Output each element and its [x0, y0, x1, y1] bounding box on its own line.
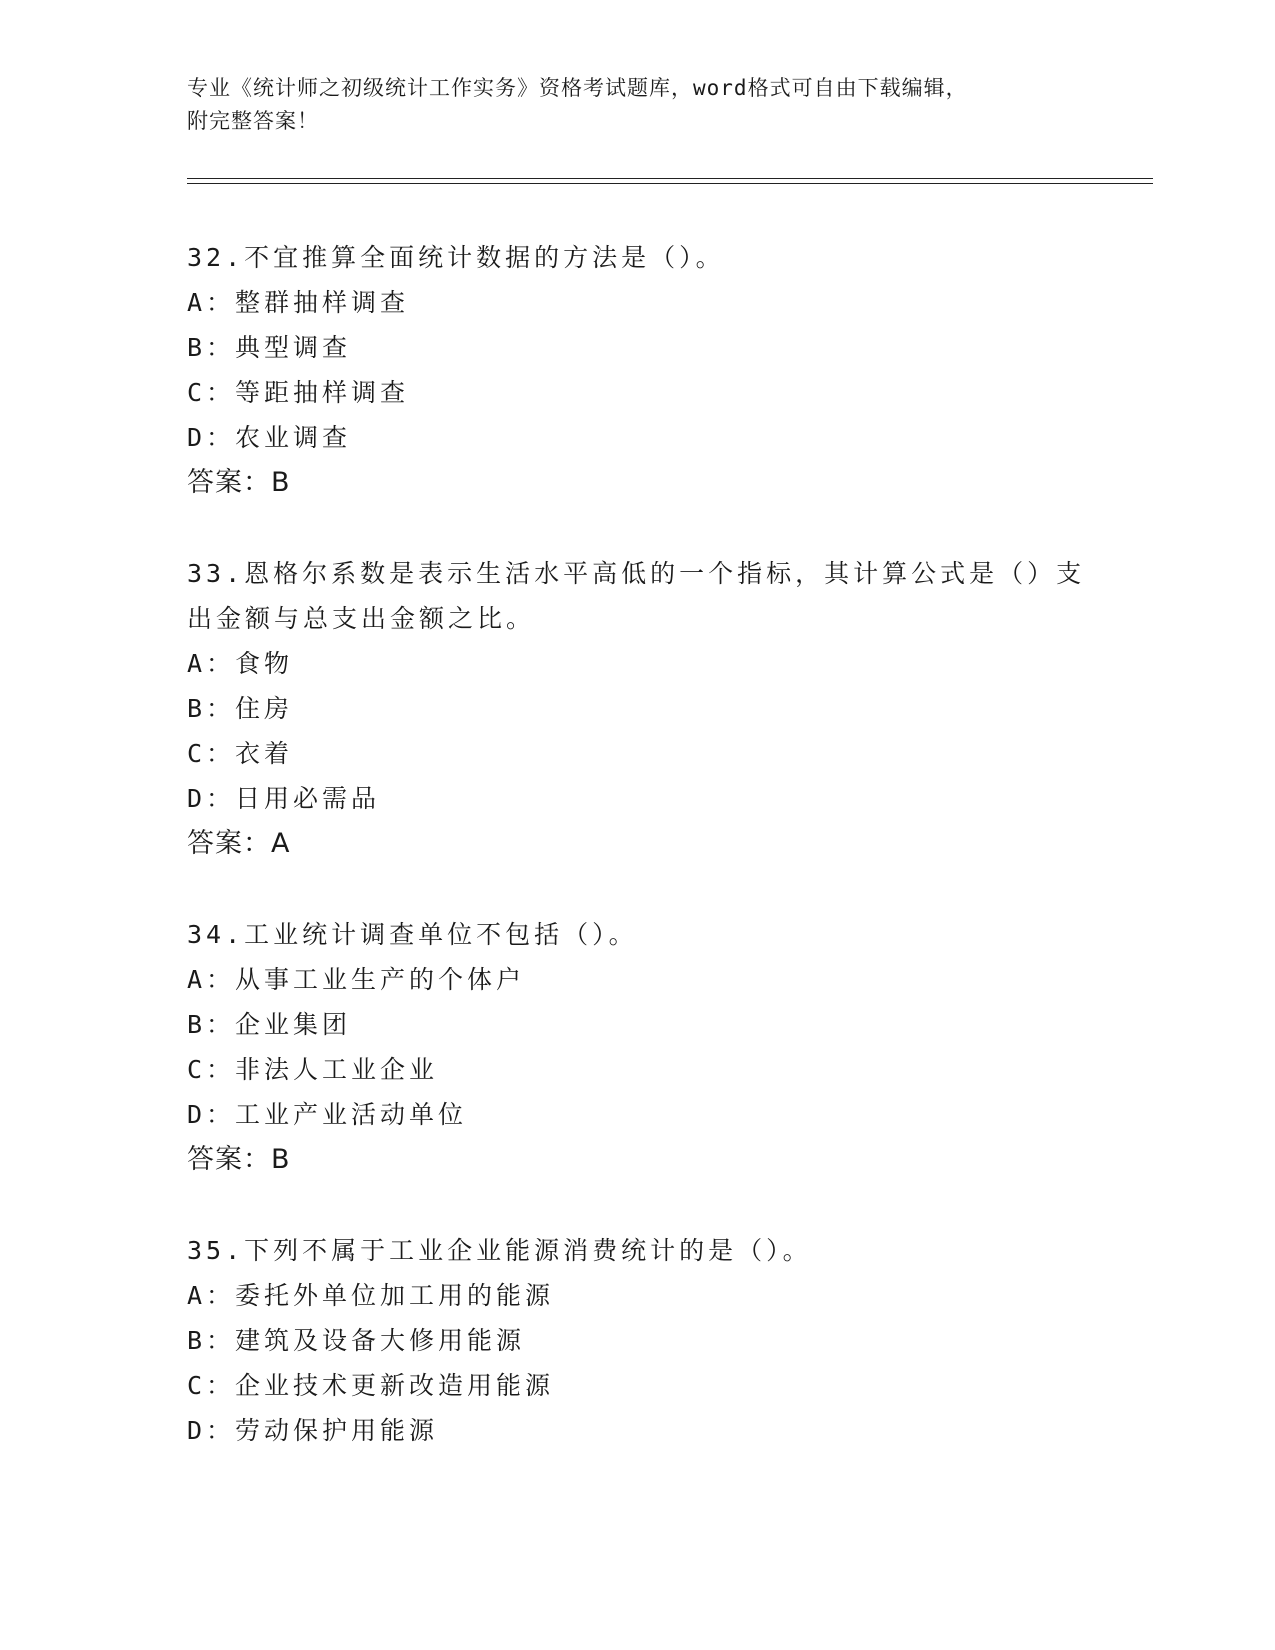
option-c: C：衣着 — [187, 739, 294, 768]
option-c: C：企业技术更新改造用能源 — [187, 1371, 555, 1400]
option-d: D：日用必需品 — [187, 784, 381, 813]
option-c: C：等距抽样调查 — [187, 378, 410, 407]
document-header — [187, 72, 1077, 138]
option-a: A：从事工业生产的个体户 — [187, 965, 526, 994]
question-34 — [187, 912, 1087, 1183]
option-a: A：食物 — [187, 649, 294, 678]
question-stem: 35.下列不属于工业企业能源消费统计的是（）。 — [187, 1236, 812, 1265]
question-stem: 33.恩格尔系数是表示生活水平高低的一个指标，其计算公式是（）支出金额与总支出金额之比。 — [187, 559, 1086, 633]
question-stem: 32.不宜推算全面统计数据的方法是（）。 — [187, 243, 725, 272]
header-line-2: 附完整答案！ — [187, 109, 319, 133]
header-divider-top — [187, 178, 1153, 179]
option-b: B：典型调查 — [187, 333, 352, 362]
question-list — [187, 235, 1087, 1498]
header-divider-bottom — [187, 183, 1153, 184]
option-d: D：劳动保护用能源 — [187, 1416, 439, 1445]
option-b: B：企业集团 — [187, 1010, 352, 1039]
question-35 — [187, 1228, 1087, 1453]
option-b: B：建筑及设备大修用能源 — [187, 1326, 526, 1355]
header-line-1: 专业《统计师之初级统计工作实务》资格考试题库，word格式可自由下载编辑， — [187, 76, 968, 100]
option-b: B：住房 — [187, 694, 294, 723]
option-c: C：非法人工业企业 — [187, 1055, 439, 1084]
question-stem: 34.工业统计调查单位不包括（）。 — [187, 920, 638, 949]
option-a: A：委托外单位加工用的能源 — [187, 1281, 555, 1310]
question-32 — [187, 235, 1087, 506]
option-d: D：工业产业活动单位 — [187, 1100, 468, 1129]
answer-line: 答案：B — [187, 1144, 291, 1175]
answer-line: 答案：A — [187, 828, 291, 859]
option-a: A：整群抽样调查 — [187, 288, 410, 317]
option-d: D：农业调查 — [187, 423, 352, 452]
answer-line: 答案：B — [187, 467, 291, 498]
question-33 — [187, 551, 1087, 867]
